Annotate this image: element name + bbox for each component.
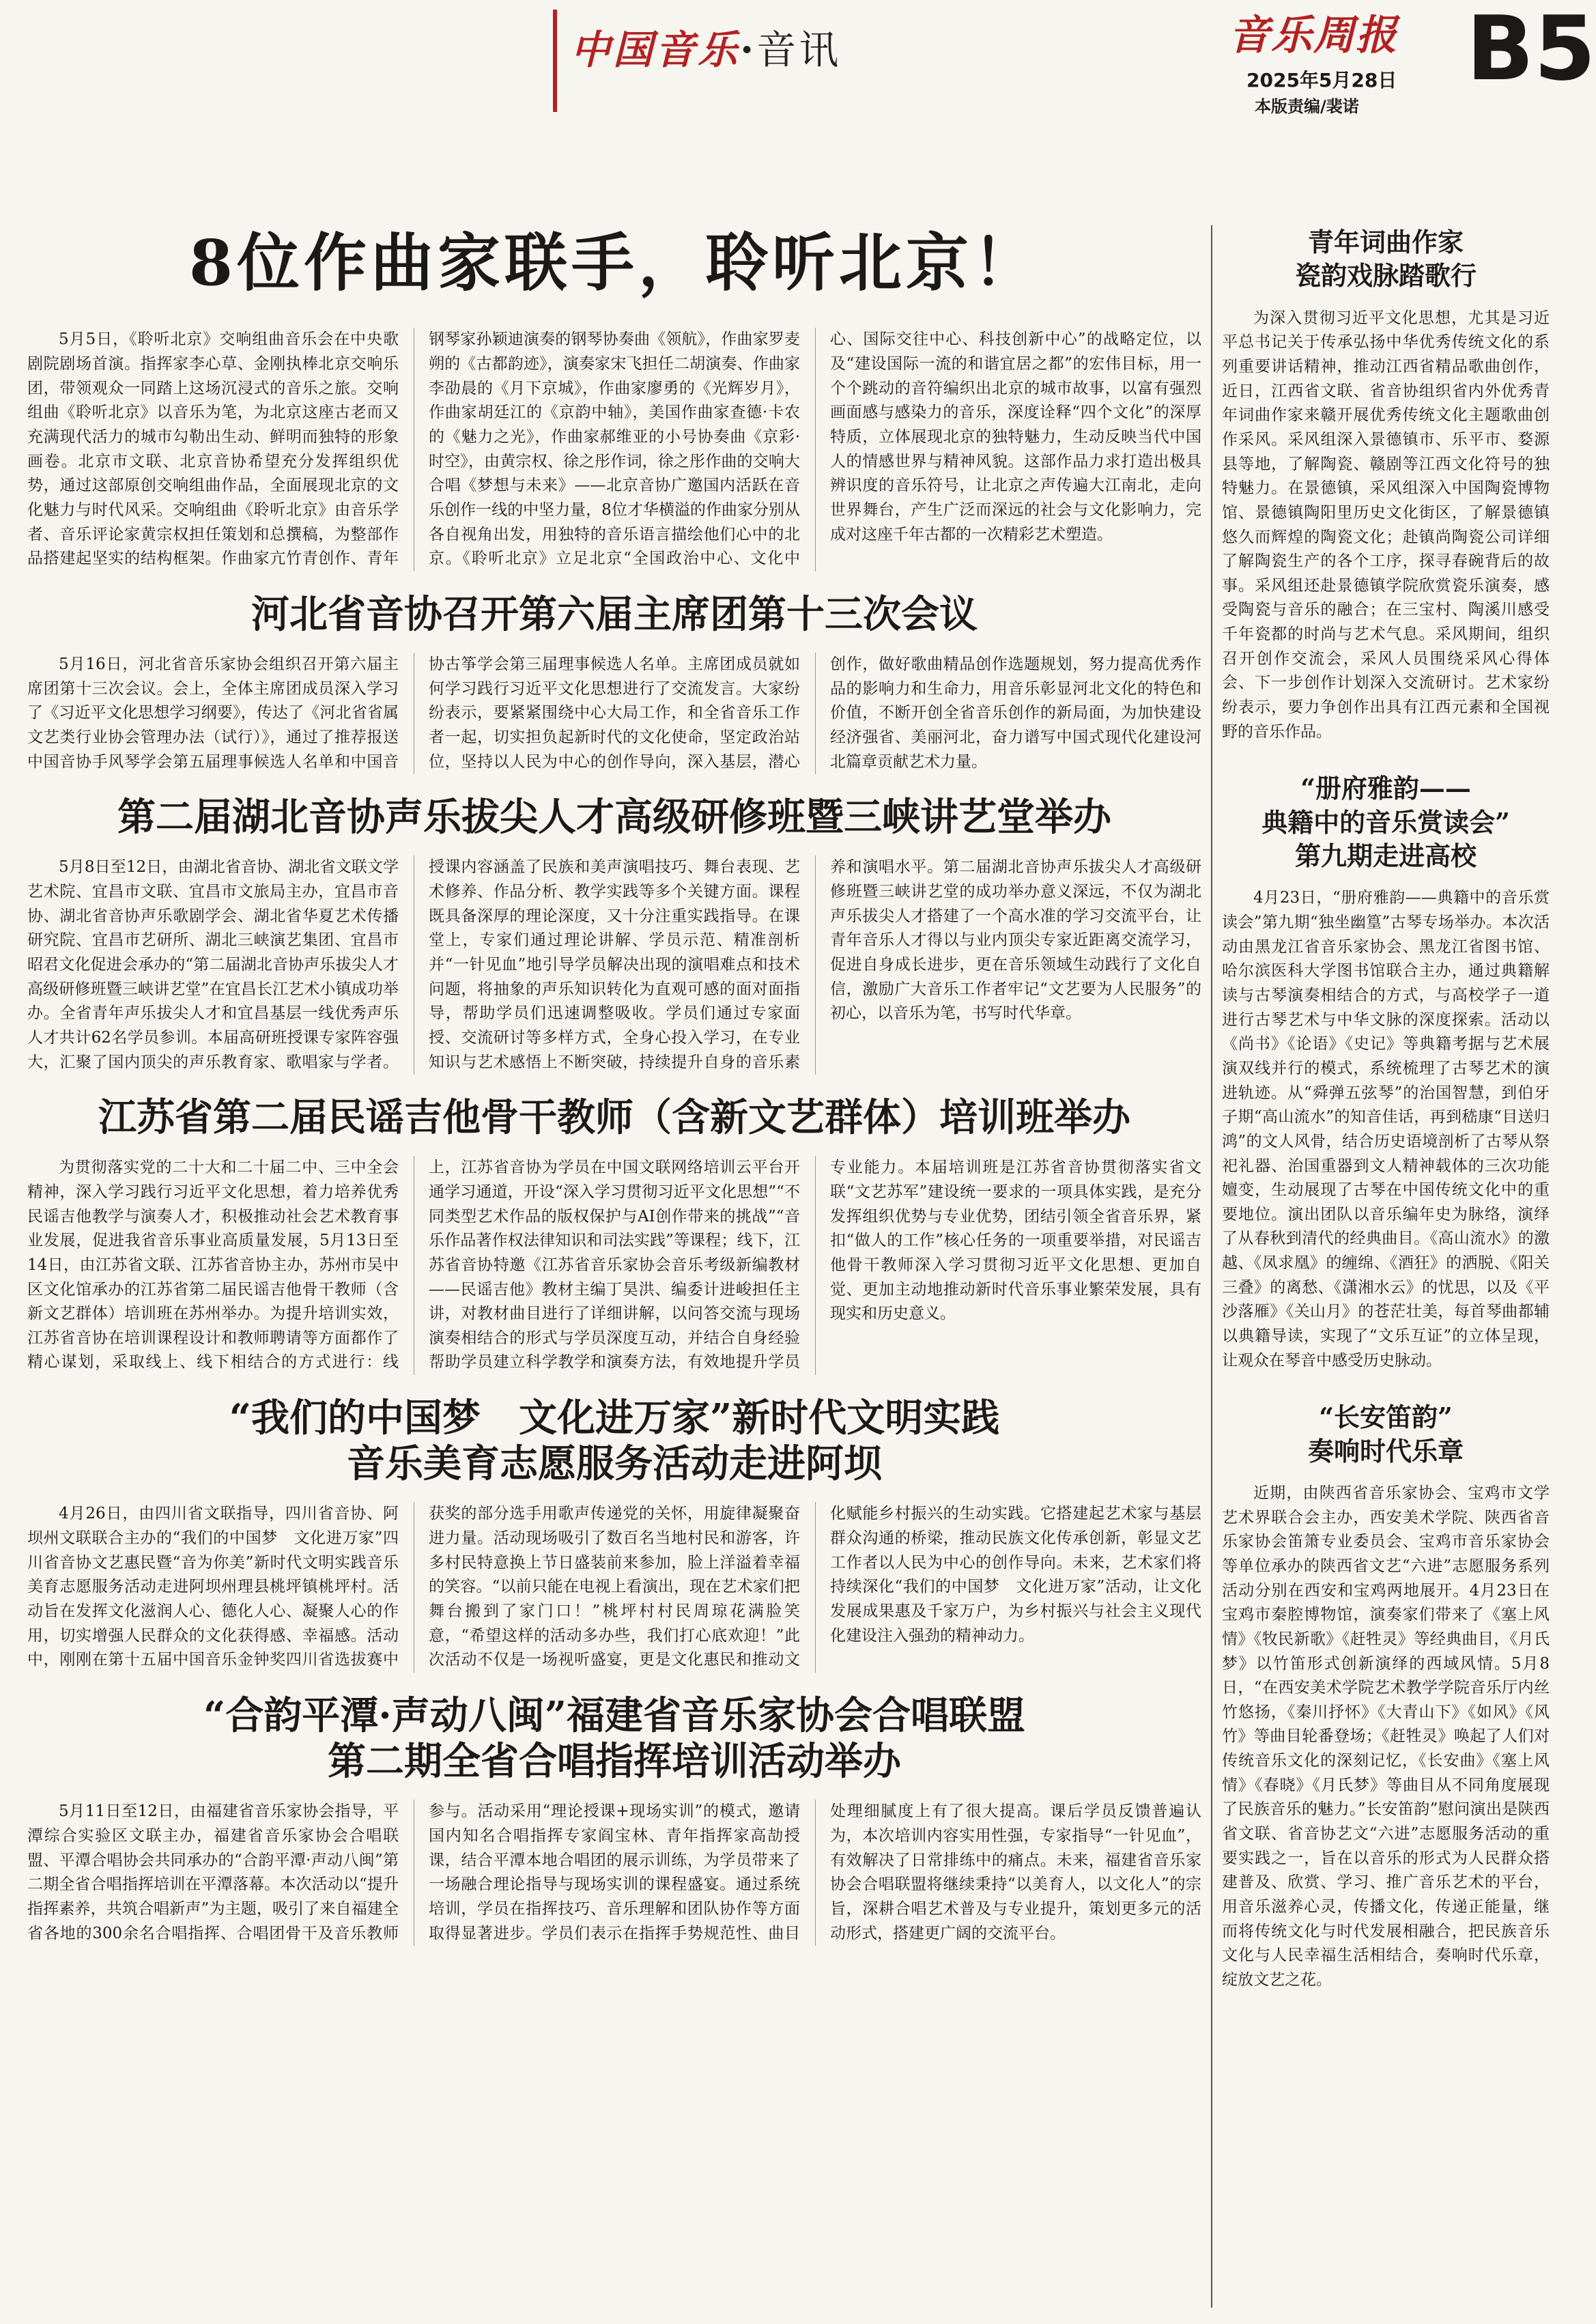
sidebar-article-title: 青年词曲作家 瓷韵戏脉踏歌行	[1294, 227, 1477, 292]
page-editor: 本版责编/裴诺	[1255, 97, 1359, 116]
article-body: 5月11日至12日，由福建省音乐家协会指导，平潭综合实验区文联主办，福建省音乐家协会合唱联盟、平潭合唱协会共同承办的“合韵平潭·声动八闽”第二期全省合唱指挥培训在平潭落幕。本次活动以“提升指挥素养，共筑合唱新声”为主题，吸引了来自福建全省各地的300余名合唱指挥、合唱团骨干及音乐教师参与。活动采用“理论授课+现场实训”的模式，邀请国内知名合唱指挥专家阎宝林、青年指挥家高劼授课，结合平潭本地合唱团的展示训练，为学员带来了一场融合理论指导与现场实训的课程盛宴。通过系统培训，学员在指挥技巧、音乐理解和团队协作等方面取得显著进步。学员们表示在指挥手势规范性、曲目处理细腻度上有了很大提高。课后学员反馈普遍认为，本次培训内容实用性强，专家指导“一针见血”，有效解决了日常排练中的痛点。未来，福建省音乐家协会合唱联盟将继续秉持“以美育人，以文化人”的宗旨，深耕合唱艺术普及与专业提升，策划更多元的活动形式，搭建更广阔的交流平台。	[27, 1802, 1201, 1942]
sidebar-column	[1222, 225, 1550, 2020]
article	[27, 1395, 1201, 1673]
article-title: 第二届湖北音协声乐拔尖人才高级研修班暨三峡讲艺堂举办	[117, 795, 1111, 840]
article-title: “合韵平潭·声动八闽”福建省音乐家协会合唱联盟 第二期全省合唱指挥培训活动举办	[203, 1692, 1025, 1785]
sidebar-article	[1222, 225, 1550, 744]
section-name: 音讯	[756, 27, 842, 73]
article	[27, 1095, 1201, 1375]
article-title: 江苏省第二届民谣吉他骨干教师（含新文艺群体）培训班举办	[98, 1095, 1130, 1141]
article	[27, 592, 1201, 774]
main-column	[27, 225, 1201, 1966]
brand-separator: ·	[740, 27, 757, 73]
sidebar-article-title: “长安笛韵” 奏响时代乐章	[1307, 1402, 1464, 1466]
article-title: “我们的中国梦 文化进万家”新时代文明实践 音乐美育志愿服务活动走进阿坝	[229, 1395, 1000, 1487]
article-body: 4月26日，由四川省文联指导，四川省音协、阿坝州文联联合主办的“我们的中国梦 文化进万家”四川省音协文艺惠民暨“音为你美”新时代文明实践音乐美育志愿服务活动走进阿坝州理县桃坪镇桃坪村。活动旨在发挥文化滋润人心、德化人心、凝聚人心的作用，切实增强人民群众的文化获得感、幸福感。活动中，刚刚在第十五届中国音乐金钟奖四川省选拔赛中获奖的部分选手用歌声传递党的关怀，用旋律凝聚奋进力量。活动现场吸引了数百名当地村民和游客，许多村民特意换上节日盛装前来参加，脸上洋溢着幸福的笑容。“以前只能在电视上看演出，现在艺术家们把舞台搬到了家门口！”桃坪村村民周琼花满脸笑意，“希望这样的活动多办些，我们打心底欢迎！”此次活动不仅是一场视听盛宴，更是文化惠民和推动文化赋能乡村振兴的生动实践。它搭建起艺术家与基层群众沟通的桥梁，推动民族文化传承创新，彰显文艺工作者以人民为中心的创作导向。未来，艺术家们将持续深化“我们的中国梦 文化进万家”活动，让文化发展成果惠及千家万户，为乡村振兴与社会主义现代化建设注入强劲的精神动力。	[27, 1505, 1201, 1669]
article-title: 河北省音协召开第六届主席团第十三次会议	[251, 591, 978, 637]
paper-name: 音乐周报	[1229, 12, 1398, 59]
sidebar-article-body: 近期，由陕西省音乐家协会、宝鸡市文学艺术界联合会主办，西安美术学院、陕西省音乐家协会笛箫专业委员会、宝鸡市音乐家协会等单位承办的陕西省文艺“六进”志愿服务系列活动分别在西安和宝鸡两地展开。4月23日在宝鸡市秦腔博物馆，演奏家们带来了《塞上风情》《牧民新歌》《赶牲灵》等经典曲目，《月氏梦》以竹笛形式创新演绎的西域风情。5月8日，“在西安美术学院艺术教学学院音乐厅内丝竹悠扬，《秦川抒怀》《大青山下》《如风》《风竹》等曲目轮番登场；《赶牲灵》唤起了人们对传统音乐文化的深刻记忆，《长安曲》《塞上风情》《春晓》《月氏梦》等曲目从不同角度展现了民族音乐的魅力。”长安笛韵”慰问演出是陕西省文联、省音协艺文“六进”志愿服务活动的重要实践之一，旨在以音乐的形式为人民群众搭建普及、欣赏、学习、推广音乐艺术的平台，用音乐滋养心灵，传播文化，传递正能量，继而将传统文化与时代发展相融合，把民族音乐文化与人民幸福生活相结合，奏响时代乐章，绽放文艺之花。	[1222, 1484, 1550, 1989]
article	[27, 795, 1201, 1075]
brand-name: 中国音乐	[571, 27, 741, 73]
masthead	[0, 0, 1596, 117]
column-divider	[1211, 225, 1212, 2308]
sidebar-article-body: 为深入贯彻习近平文化思想，尤其是习近平总书记关于传承弘扬中华优秀传统文化的系列重要讲话精神，推动江西省精品歌曲创作，近日，江西省文联、省音协组织省内外优秀青年词曲作家来赣开展优秀传统文化主题歌曲创作采风。采风组深入景德镇市、乐平市、婺源县等地，了解陶瓷、赣剧等江西文化符号的独特魅力。在景德镇，采风组深入中国陶瓷博物馆、景德镇陶阳里历史文化街区，了解景德镇悠久而辉煌的陶瓷文化；赴镇尚陶瓷公司详细了解陶瓷生产的各个工序，探寻春碗背后的故事。采风组还赴景德镇学院欣赏瓷乐演奏，感受陶瓷与音乐的融合；在三宝村、陶溪川感受千年瓷都的时尚与艺术气息。采风期间，组织召开创作交流会，采风人员围绕采风心得体会、下一步创作计划深入交流研讨。艺术家纷纷表示，要力争创作出具有江西元素和全国视野的音乐作品。	[1222, 309, 1550, 741]
article-body: 5月8日至12日，由湖北省音协、湖北省文联文学艺术院、宜昌市文联、宜昌市文旅局主办，宜昌市音协、湖北省音协声乐歌剧学会、湖北省华夏艺术传播研究院、宜昌市艺研所、湖北三峡演艺集团、宜昌市昭君文化促进会承办的“第二届湖北音协声乐拔尖人才高级研修班暨三峡讲艺堂”在宜昌长江艺术小镇成功举办。全省青年声乐拔尖人才和宜昌基层一线优秀声乐人才共计62名学员参训。本届高研班授课专家阵容强大，汇聚了国内顶尖的声乐教育家、歌唱家与学者。授课内容涵盖了民族和美声演唱技巧、舞台表现、艺术修养、作品分析、教学实践等多个关键方面。课程既具备深厚的理论深度，又十分注重实践指导。在课堂上，专家们通过理论讲解、学员示范、精准剖析并“一针见血”地引导学员解决出现的演唱难点和技术问题，将抽象的声乐知识转化为直观可感的面对面指导，帮助学员们迅速调整吸收。学员们通过专家面授、交流研讨等多样方式，全身心投入学习，在专业知识与艺术感悟上不断突破，持续提升自身的音乐素养和演唱水平。第二届湖北音协声乐拔尖人才高级研修班暨三峡讲艺堂的成功举办意义深远，不仅为湖北声乐拔尖人才搭建了一个高水准的学习交流平台，让青年音乐人才得以与业内顶尖专家近距离交流学习，促进自身成长进步，更在音乐领域生动践行了文化自信，激励广大音乐工作者牢记“文艺要为人民服务”的初心，以音乐为笔，书写时代华章。	[27, 858, 1201, 1071]
sidebar-article-body: 4月23日，“册府雅韵——典籍中的音乐赏读会”第九期“独坐幽篁”古琴专场举办。本次活动由黑龙江省音乐家协会、黑龙江省图书馆、哈尔滨医科大学图书馆联合主办，通过典籍解读与古琴演奏相结合的方式，与高校学子一道进行古琴艺术与中华文脉的深度探索。活动以《尚书》《论语》《史记》等典籍考据与艺术展演双线并行的模式，系统梳理了古琴艺术的演进轨迹。从“舜弹五弦琴”的治国智慧，到伯牙子期“高山流水”的知音佳话，再到嵇康“目送归鸿”的文人风骨，结合历史语境剖析了古琴从祭祀礼器、治国重器到文人精神载体的三次功能嬗变，生动展现了古琴在中国传统文化中的重要地位。演出团队以音乐编年史为脉络，演绎了从春秋到清代的经典曲目。《高山流水》的激越、《凤求凰》的缠绵、《酒狂》的洒脱、《阳关三叠》的离愁、《潇湘水云》的忧思，以及《平沙落雁》《关山月》的苍茫壮美，每首琴曲都辅以典籍导读，实现了“文乐互证”的立体呈现，让观众在琴音中感受历史脉动。	[1222, 889, 1550, 1370]
article-title: 8位作曲家联手，聆听北京！	[188, 226, 1040, 300]
masthead-rule	[553, 10, 557, 112]
brand-logo	[571, 18, 841, 75]
article	[27, 1693, 1201, 1946]
sidebar-article	[1222, 1400, 1550, 1992]
issue-date: 2025年5月28日	[1246, 69, 1397, 91]
sidebar-article	[1222, 771, 1550, 1373]
sidebar-article-title: “册府雅韵—— 典籍中的音乐赏读会” 第九期走进高校	[1262, 773, 1510, 872]
article-body: 5月16日，河北省音乐家协会组织召开第六届主席团第十三次会议。会上，全体主席团成员深入学习了《习近平文化思想学习纲要》，传达了《河北省省属文艺类行业协会管理办法（试行）》，通过了推荐报送中国音协手风琴学会第五届理事候选人名单和中国音协古筝学会第三届理事候选人名单。主席团成员就如何学习践行习近平文化思想进行了交流发言。大家纷纷表示，要紧紧围绕中心大局工作，和全省音乐工作者一起，切实担负起新时代的文化使命，坚定政治站位，坚持以人民为中心的创作导向，深入基层，潜心创作，做好歌曲精品创作选题规划，努力提高优秀作品的影响力和生命力，用音乐彰显河北文化的特色和价值，不断开创全省音乐创作的新局面，为加快建设经济强省、美丽河北，奋力谱写中国式现代化建设河北篇章贡献艺术力量。	[27, 655, 1201, 771]
article-body: 为贯彻落实党的二十大和二十届二中、三中全会精神，深入学习践行习近平文化思想，着力培养优秀民谣吉他教学与演奏人才，积极推动社会艺术教育事业发展，促进我省音乐事业高质量发展，5月13日至14日，由江苏省文联、江苏省音协主办，苏州市吴中区文化馆承办的江苏省第二届民谣吉他骨干教师（含新文艺群体）培训班在苏州举办。为提升培训实效，江苏省音协在培训课程设计和教师聘请等方面都作了精心谋划，采取线上、线下相结合的方式进行：线上，江苏省音协为学员在中国文联网络培训云平台开通学习通道，开设“深入学习贯彻习近平文化思想”“不同类型艺术作品的版权保护与AI创作带来的挑战”“音乐作品著作权法律知识和司法实践”等课程；线下，江苏省音协特邀《江苏省音乐家协会音乐考级新编教材——民谣吉他》教材主编丁昊洪、编委计进峻担任主讲，对教材曲目进行了详细讲解，以问答交流与现场演奏相结合的形式与学员深度互动，并结合自身经验帮助学员建立科学教学和演奏方法，有效地提升学员专业能力。本届培训班是江苏省音协贯彻落实省文联“文艺苏军”建设统一要求的一项具体实践，是充分发挥组织优势与专业优势，团结引领全省音乐界，紧扣“做人的工作”核心任务的一项重要举措，对民谣吉他骨干教师深入学习贯彻习近平文化思想、更加自觉、更加主动地推动新时代音乐事业繁荣发展，具有现实和历史意义。	[27, 1159, 1201, 1372]
article-body: 5月5日，《聆听北京》交响组曲音乐会在中央歌剧院剧场首演。指挥家李心草、金刚执棒北京交响乐团，带领观众一同踏上这场沉浸式的音乐之旅。交响组曲《聆听北京》以音乐为笔，为北京这座古老而又充满现代活力的城市勾勒出生动、鲜明而独特的形象画卷。北京市文联、北京音协希望充分发挥组织优势，通过这部原创交响组曲作品，全面展现北京的文化魅力与时代风采。交响组曲《聆听北京》由音乐学者、音乐评论家黄宗权担任策划和总撰稿，为整部作品搭建起坚实的结构框架。作曲家亢竹青创作、青年钢琴家孙颖迪演奏的钢琴协奏曲《领航》，作曲家罗麦朔的《古都韵迹》，演奏家宋飞担任二胡演奏、作曲家李劭晨的《月下京城》，作曲家廖勇的《光辉岁月》，作曲家胡廷江的《京韵中轴》，美国作曲家查德·卡农的《魅力之光》，作曲家郝维亚的小号协奏曲《京彩·时空》，由黄宗权、徐之彤作词，徐之彤作曲的交响大合唱《梦想与未来》——北京音协广邀国内活跃在音乐创作一线的中坚力量，8位才华横溢的作曲家分别从各自视角出发，用独特的音乐语言描绘他们心中的北京。《聆听北京》立足北京“全国政治中心、文化中心、国际交往中心、科技创新中心”的战略定位，以及“建设国际一流的和谐宜居之都”的宏伟目标，用一个个跳动的音符编织出北京的城市故事，以富有强烈画面感与感染力的音乐，深度诠释“四个文化”的深厚特质，立体展现北京的独特魅力，生动反映当代中国人的情感世界与精神风貌。这部作品力求打造出极具辨识度的音乐符号，让北京之声传遍大江南北，走向世界舞台，产生广泛而深远的社会与文化影响力，完成对这座千年古都的一次精彩艺术塑造。	[27, 330, 1201, 568]
article	[27, 225, 1201, 571]
page-number: B5	[1466, 0, 1596, 100]
